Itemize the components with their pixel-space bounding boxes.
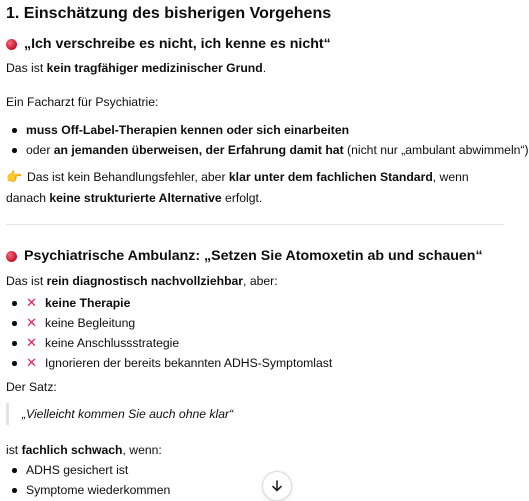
text-fragment: Das ist <box>6 274 47 288</box>
text-bold: keine strukturierte Alternative <box>49 191 222 205</box>
text-bold: muss Off-Label-Therapien kennen oder sich einarbeiten <box>26 123 350 137</box>
text-bold: klar unter dem fachlichen Standard <box>228 170 433 184</box>
cross-mark-icon: ✕ <box>26 355 37 370</box>
list-item <box>6 140 529 160</box>
scroll-to-bottom-button[interactable] <box>262 471 292 501</box>
paragraph-grund <box>6 60 266 77</box>
quote-text: „Vielleicht kommen Sie auch ohne klar“ <box>22 407 234 421</box>
backhand-index-pointing-right-icon: 👉 <box>6 169 23 184</box>
cross-mark-icon: ✕ <box>26 315 37 330</box>
text-fragment: . <box>262 61 267 75</box>
text-bold: an jemanden überweisen, der Erfahrung damit hat <box>53 143 344 157</box>
blockquote <box>6 403 520 425</box>
text-fragment: , wenn: <box>122 443 162 457</box>
text-fragment: , aber: <box>243 274 278 288</box>
section-heading: 1. Einschätzung des bisherigen Vorgehens <box>6 5 332 22</box>
list-item <box>6 333 504 353</box>
text-fragment: Ignorieren der bereits bekannten ADHS-Symptomlast <box>45 356 333 370</box>
text-bold: rein diagnostisch nachvollziehbar <box>46 274 244 288</box>
subsection-title-2: Psychiatrische Ambulanz: „Setzen Sie Atomoxetin ab und schauen“ <box>24 248 483 264</box>
list-item <box>6 293 504 313</box>
red-circle-icon <box>6 39 17 50</box>
paragraph-diagnostisch <box>6 273 278 290</box>
text-fragment: keine Anschlussstrategie <box>45 336 180 350</box>
subsection-title-1: „Ich verschreibe es nicht, ich kenne es nicht“ <box>24 36 331 52</box>
cross-mark-icon: ✕ <box>26 295 37 310</box>
text-fragment: oder <box>26 143 54 157</box>
conditions-list <box>6 460 504 500</box>
paragraph-facharzt: Ein Facharzt für Psychiatrie: <box>6 95 159 109</box>
list-item <box>6 353 504 373</box>
arrow-down-icon <box>270 479 284 493</box>
paragraph-schwach <box>6 442 162 459</box>
cross-list <box>6 293 504 373</box>
paragraph-note <box>6 166 504 209</box>
paragraph-satz: Der Satz: <box>6 380 57 394</box>
list-item: ADHS gesichert ist <box>6 460 504 480</box>
text-fragment: Das ist kein Behandlungsfehler, aber <box>27 170 229 184</box>
text-bold: fachlich schwach <box>21 443 123 457</box>
text-fragment: (nicht nur „ambulant abwimmeln“) <box>343 143 529 157</box>
list-item <box>6 313 504 333</box>
divider <box>6 224 504 225</box>
text-fragment: erfolgt. <box>221 191 263 205</box>
list-item <box>6 120 504 140</box>
red-circle-icon <box>6 251 17 262</box>
cross-mark-icon: ✕ <box>26 335 37 350</box>
text-fragment: , wenn danach <box>6 170 469 205</box>
text-bold: kein tragfähiger medizinischer Grund <box>46 61 263 75</box>
subsection-heading-1 <box>6 34 331 54</box>
text-bold: keine Therapie <box>45 296 131 310</box>
subsection-heading-2 <box>6 246 483 266</box>
text-fragment: Das ist <box>6 61 47 75</box>
text-fragment: keine Begleitung <box>45 316 136 330</box>
list-item: Symptome wiederkommen <box>6 480 504 500</box>
bullet-list-facharzt <box>6 120 529 160</box>
text-fragment: ist <box>6 443 22 457</box>
